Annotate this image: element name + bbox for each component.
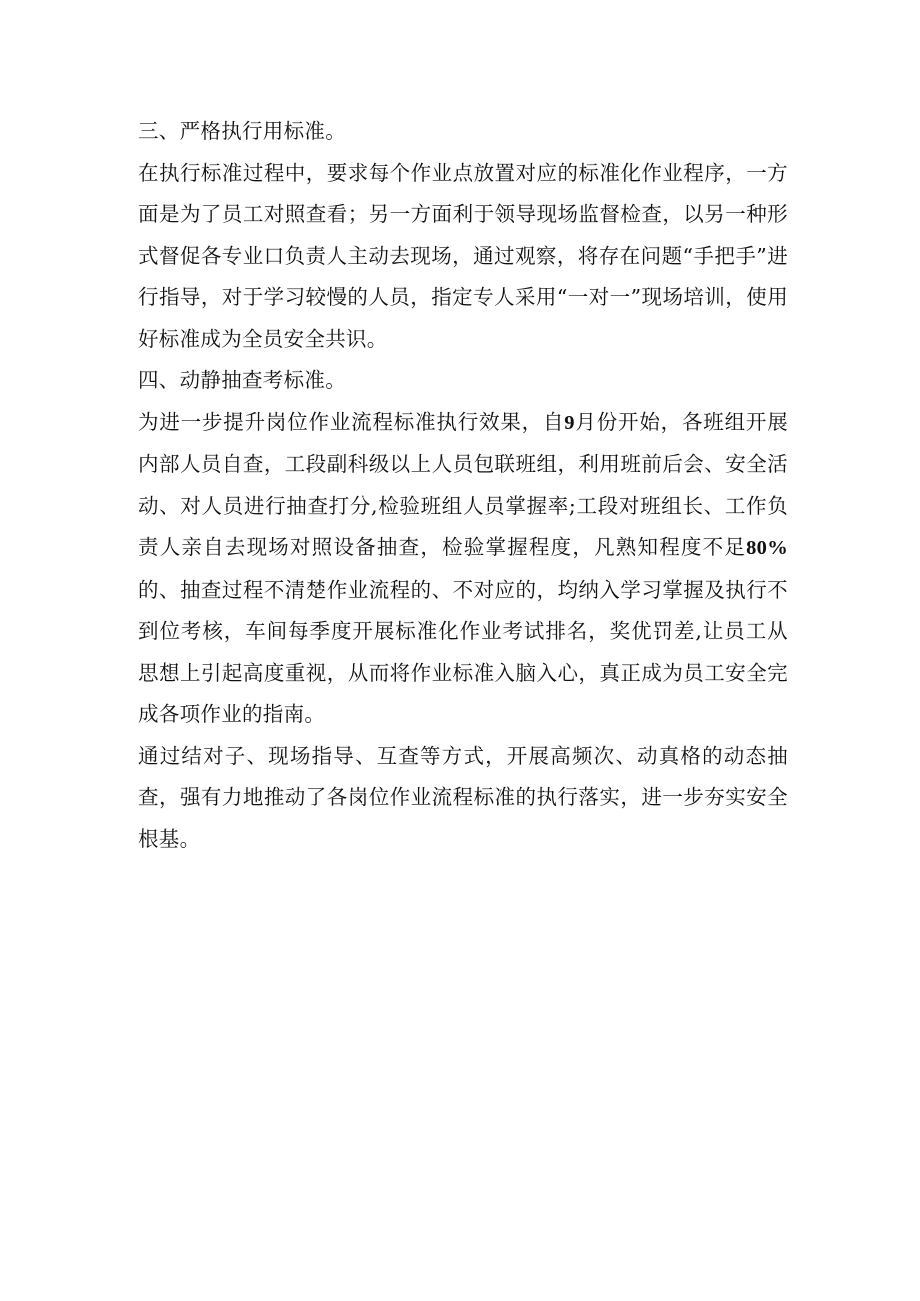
section-4-p1-text-c: 的、抽查过程不清楚作业流程的、不对应的，均纳入学习掌握及执行不到位考核，车间每季度开展标准化作业考试排名，奖优罚差,让员工从思想上引起高度重视，从而将作业标准入脑入心，真正成为员工安全完成各项作业的指南。 — [138, 577, 788, 726]
section-4-heading: 四、动静抽查考标准。 — [138, 368, 346, 392]
section-4-paragraph-1 — [138, 402, 788, 736]
document-body — [138, 111, 788, 860]
section-3-paragraph: 在执行标准过程中，要求每个作业点放置对应的标准化作业程序，一方面是为了员工对照查看；另一方面利于领导现场监督检查，以另一种形式督促各专业口负责人主动去现场，通过观察，将存在问题“手把手”进行指导，对于学习较慢的人员，指定专人采用“一对一”现场培训，使用好标准成为全员安全共识。 — [138, 160, 788, 351]
section-4-p1-percent: 80% — [746, 537, 788, 559]
section-4-p1-text-b: 月份开始，各班组开展内部人员自查，工段副科级以上人员包联班组，利用班前后会、安全活动、对人员进行抽查打分,检验班组人员掌握率;工段对班组长、工作负责人亲自去现场对照设备抽查，检验掌握程度，凡熟知程度不足 — [138, 409, 789, 559]
section-4-p1-month: 9 — [564, 411, 575, 434]
section-4-paragraph-2: 通过结对子、现场指导、互查等方式，开展高频次、动真格的动态抽查，强有力地推动了各岗位作业流程标准的执行落实，进一步夯实安全根基。 — [138, 743, 788, 851]
section-3-heading: 三、严格执行用标准。 — [138, 119, 346, 143]
section-4-p1-text-a: 为进一步提升岗位作业流程标准执行效果，自 — [138, 409, 565, 434]
